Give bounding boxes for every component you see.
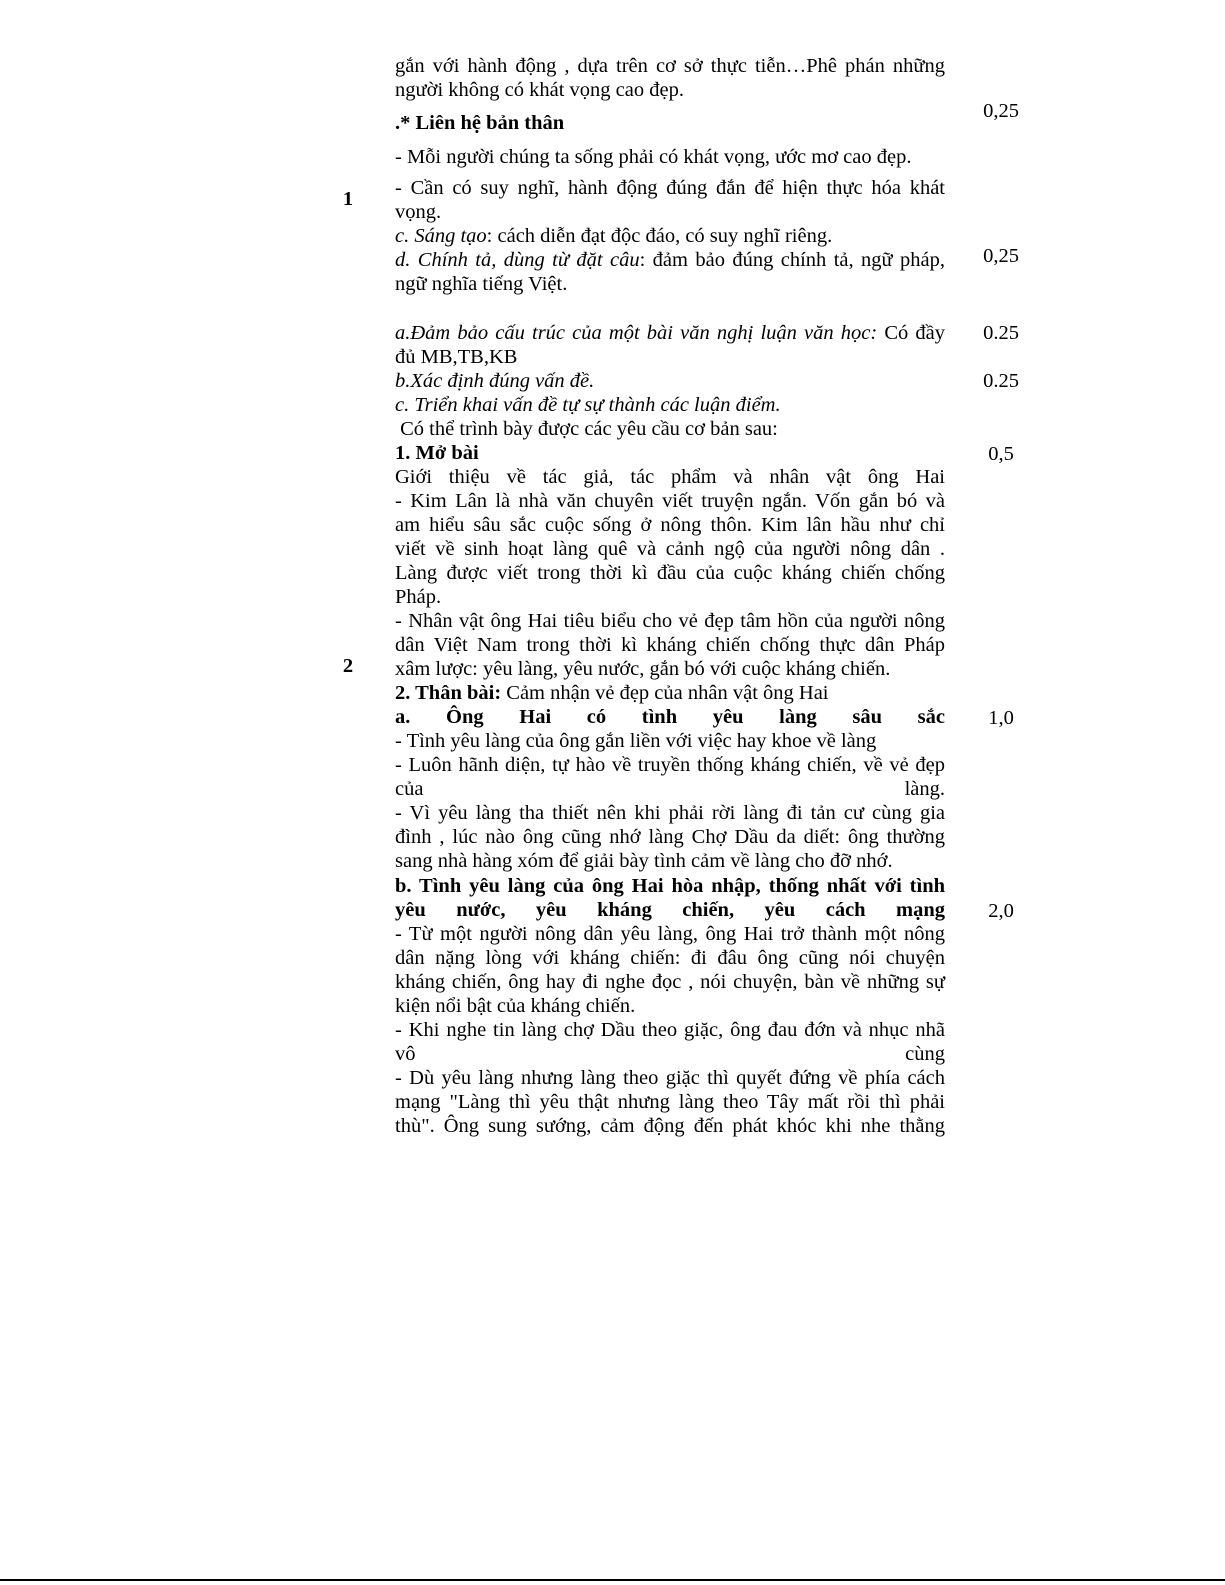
text-line: Giới thiệu về tác giả, tác phẩm và nhân vật ông Hai: [395, 466, 945, 488]
text-line: - Mỗi người chúng ta sống phải có khát vọng, ước mơ cao đẹp.: [395, 146, 912, 168]
section-heading: .* Liên hệ bản thân: [395, 112, 565, 134]
text-line: - Kim Lân là nhà văn chuyên viết truyện ngắn. Vốn gắn bó và: [395, 490, 945, 512]
text-line: - Luôn hãnh diện, tự hào về truyền thống kháng chiến, về vẻ đẹp: [395, 754, 945, 776]
text-line: kháng chiến, ông hay đi nghe đọc , nói chuyện, bàn về những sự: [395, 971, 945, 993]
text-line: - Tình yêu làng của ông gắn liền với việc hay khoe về làng: [395, 730, 877, 752]
criterion-text: : cách diễn đạt độc đáo, có suy nghĩ riêng.: [486, 225, 833, 247]
text-line: người không có khát vọng cao đẹp.: [395, 79, 684, 101]
text-line: Có thể trình bày được các yêu cầu cơ bản sau:: [395, 418, 778, 440]
text-line: am hiểu sâu sắc cuộc sống ở nông thôn. Kim lân hầu như chỉ: [395, 514, 945, 536]
criterion-text: Có đầy: [877, 322, 945, 344]
subsection-heading: a. Ông Hai có tình yêu làng sâu sắc: [395, 706, 945, 728]
text-line: ngữ nghĩa tiếng Việt.: [395, 273, 568, 295]
text-line: - Vì yêu làng tha thiết nên khi phải rời làng đi tản cư cùng gia: [395, 802, 945, 824]
text-line: vô cùng: [395, 1043, 945, 1065]
text-line: - Dù yêu làng nhưng làng theo giặc thì quyết đứng về phía cách: [395, 1067, 945, 1089]
text-line: [395, 681, 945, 705]
text-line: dân Việt Nam trong thời kì kháng chiến chống thực dân Pháp: [395, 634, 945, 656]
score-cell: 2,0: [988, 900, 1014, 922]
text-line: b.Xác định đúng vấn đề.: [395, 370, 595, 392]
text-line: gắn với hành động , dựa trên cơ sở thực tiễn…Phê phán những: [395, 55, 945, 77]
text-line: c. Triển khai vấn đề tự sự thành các luận điểm.: [395, 394, 781, 416]
text-line: - Cần có suy nghĩ, hành động đúng đắn để hiện thực hóa khát: [395, 177, 945, 199]
criterion-label: d. Chính tả, dùng từ đặt câu: [395, 249, 640, 271]
score-cell: 0,25: [983, 245, 1019, 267]
text-line: đình , lúc nào ông cũng nhớ làng Chợ Dầu da diết: ông thường: [395, 826, 945, 848]
text-line: dân nặng lòng với kháng chiến: đi đâu ông cũng nói chuyện: [395, 947, 945, 969]
criterion-label: c. Sáng tạo: [395, 225, 487, 247]
text-line: đủ MB,TB,KB: [395, 346, 518, 368]
text-line: Pháp.: [395, 586, 442, 608]
criterion-label: a.Đảm bảo cấu trúc của một bài văn nghị luận văn học:: [395, 322, 878, 344]
text-line: của làng.: [395, 778, 945, 800]
score-cell: 0,5: [988, 443, 1014, 465]
text-line: [395, 248, 945, 272]
subsection-heading: yêu nước, yêu kháng chiến, yêu cách mạng: [395, 899, 945, 921]
question-number-1: 1: [342, 188, 354, 210]
text-line: mạng "Làng thì yêu thật nhưng làng theo Tây mất rồi thì phải: [395, 1091, 945, 1113]
page-bottom-border: [0, 1579, 1225, 1581]
text-line: - Nhân vật ông Hai tiêu biểu cho vẻ đẹp tâm hồn của người nông: [395, 610, 945, 632]
section-heading: 1. Mở bài: [395, 442, 479, 464]
section-heading: 2. Thân bài:: [395, 682, 502, 704]
subsection-heading: b. Tình yêu làng của ông Hai hòa nhập, thống nhất với tình: [395, 875, 945, 897]
score-cell: 1,0: [988, 707, 1014, 729]
text-line: - Từ một người nông dân yêu làng, ông Hai trở thành một nông: [395, 923, 945, 945]
score-cell: 0.25: [983, 370, 1019, 392]
text-line: [395, 321, 945, 345]
text-line: Làng được viết trong thời kì đầu của cuộc kháng chiến chống: [395, 562, 945, 584]
text-line: thù". Ông sung sướng, cảm động đến phát khóc khi nhe thằng: [395, 1115, 945, 1137]
question-number-2: 2: [342, 655, 354, 677]
text-line: [395, 224, 945, 248]
text-line: viết về sinh hoạt làng quê và cảnh ngộ của người nông dân .: [395, 538, 945, 560]
text-line: - Khi nghe tin làng chợ Dầu theo giặc, ông đau đớn và nhục nhã: [395, 1019, 945, 1041]
criterion-text: : đảm bảo đúng chính tả, ngữ pháp,: [639, 249, 945, 271]
text-line: vọng.: [395, 201, 442, 223]
section-subtitle: Cảm nhận vẻ đẹp của nhân vật ông Hai: [501, 682, 829, 704]
text-line: xâm lược: yêu làng, yêu nước, gắn bó với cuộc kháng chiến.: [395, 658, 891, 680]
text-line: kiện nổi bật của kháng chiến.: [395, 995, 636, 1017]
score-cell: 0.25: [983, 322, 1019, 344]
text-line: sang nhà hàng xóm để giải bày tình cảm về làng cho đỡ nhớ.: [395, 850, 893, 872]
score-cell: 0,25: [983, 100, 1019, 122]
